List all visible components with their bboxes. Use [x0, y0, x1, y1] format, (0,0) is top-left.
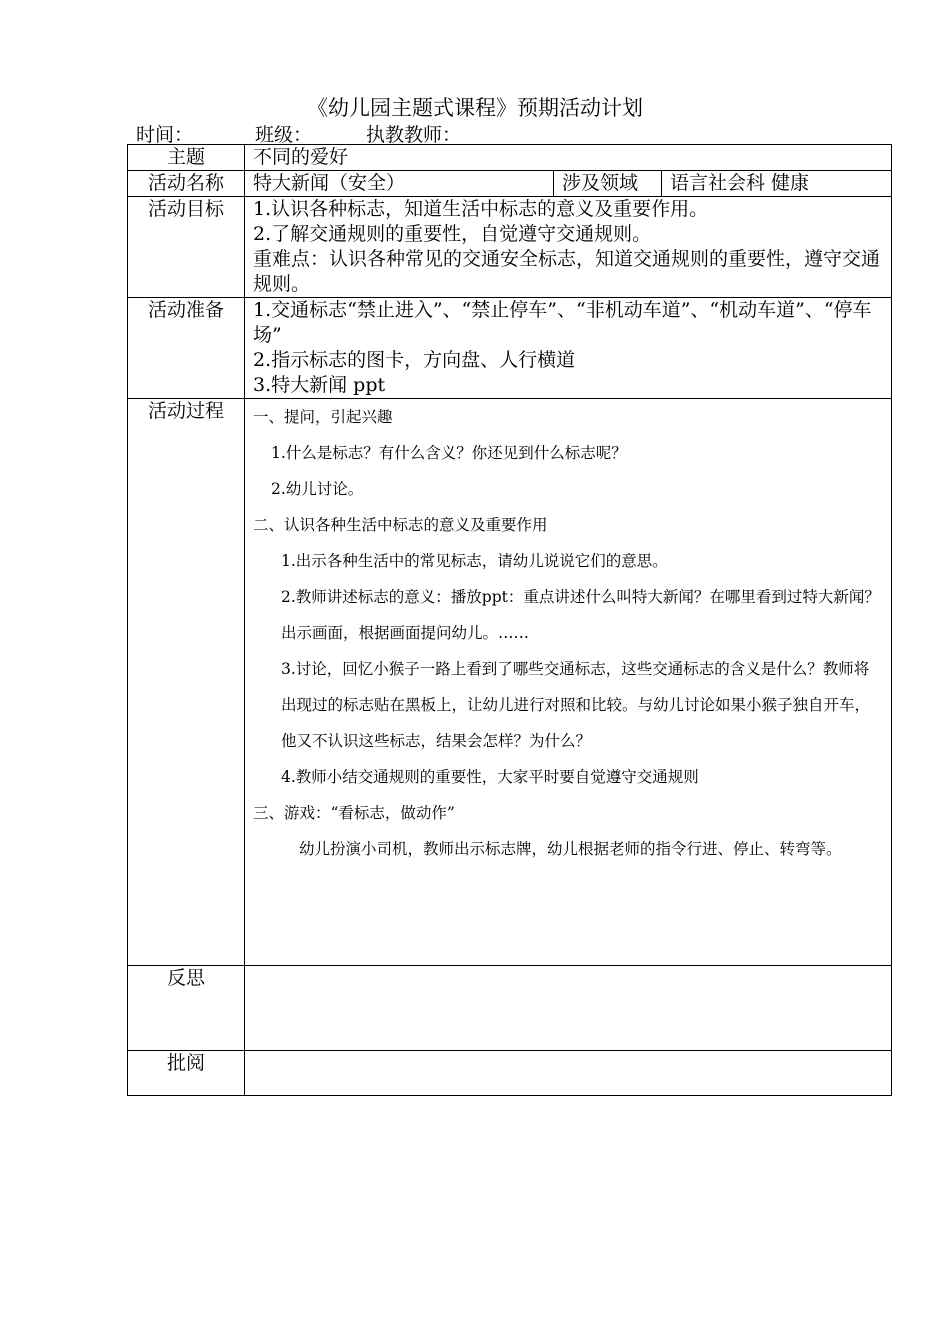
theme-value: 不同的爱好 [245, 145, 892, 171]
goals-label: 活动目标 [128, 197, 245, 298]
preparation-line: 2.指示标志的图卡，方向盘、人行横道 [253, 349, 576, 371]
activity-name-row [128, 171, 892, 197]
review-label: 批阅 [128, 1051, 245, 1096]
process-step: 4.教师小结交通规则的重要性，大家平时要自觉遵守交通规则 [281, 768, 699, 786]
review-value [245, 1051, 892, 1096]
domain-value: 语言社会科 健康 [662, 171, 892, 197]
process-step: 2.教师讲述标志的意义：播放ppt：重点讲述什么叫特大新闻？在哪里看到过特大新闻？出示画面，根据画面提问幼儿。…… [281, 588, 880, 642]
process-label: 活动过程 [128, 399, 245, 966]
activity-name-value: 特大新闻（安全） [245, 171, 554, 197]
process-heading: 二、认识各种生活中标志的意义及重要作用 [253, 516, 548, 534]
goal-key-points: 重难点：认识各种常见的交通安全标志，知道交通规则的重要性，遵守交通规则。 [253, 248, 881, 295]
preparation-line: 1.交通标志“禁止进入”、“禁止停车”、“非机动车道”、“机动车道”、“停车场” [253, 299, 872, 346]
goals-content [245, 197, 892, 298]
goals-row [128, 197, 892, 298]
process-row [128, 399, 892, 966]
process-step: 2.幼儿讨论。 [271, 480, 364, 498]
activity-name-label: 活动名称 [128, 171, 245, 197]
preparation-content [245, 298, 892, 399]
class-label: 班级： [255, 124, 313, 146]
goal-line: 1.认识各种标志，知道生活中标志的意义及重要作用。 [253, 198, 709, 220]
document-title: 《幼儿园主题式课程》预期活动计划 [307, 96, 643, 120]
preparation-row [128, 298, 892, 399]
process-step: 1.出示各种生活中的常见标志，请幼儿说说它们的意思。 [281, 552, 668, 570]
process-heading: 一、提问，引起兴趣 [253, 408, 393, 426]
preparation-line: 3.特大新闻 ppt [253, 374, 386, 396]
domain-label: 涉及领域 [554, 171, 662, 197]
process-step: 幼儿扮演小司机，教师出示标志牌，幼儿根据老师的指令行进、停止、转弯等。 [299, 840, 842, 858]
process-step: 1.什么是标志？有什么含义？你还见到什么标志呢？ [271, 444, 627, 462]
reflection-row [128, 966, 892, 1051]
theme-label: 主题 [128, 145, 245, 171]
time-label: 时间： [136, 124, 194, 146]
activity-plan-table [127, 144, 892, 1096]
process-content [245, 399, 892, 966]
process-heading: 三、游戏：“看标志，做动作” [253, 804, 455, 822]
teacher-label: 执教教师： [366, 124, 462, 146]
process-step: 3.讨论，回忆小猴子一路上看到了哪些交通标志，这些交通标志的含义是什么？教师将出现过的标志贴在黑板上，让幼儿进行对照和比较。与幼儿讨论如果小猴子独自开车，他又不认识这些标志，结果会怎样？为什么？ [281, 660, 871, 750]
theme-row [128, 145, 892, 171]
reflection-value [245, 966, 892, 1051]
preparation-label: 活动准备 [128, 298, 245, 399]
review-row [128, 1051, 892, 1096]
goal-line: 2.了解交通规则的重要性，自觉遵守交通规则。 [253, 223, 652, 245]
reflection-label: 反思 [128, 966, 245, 1051]
